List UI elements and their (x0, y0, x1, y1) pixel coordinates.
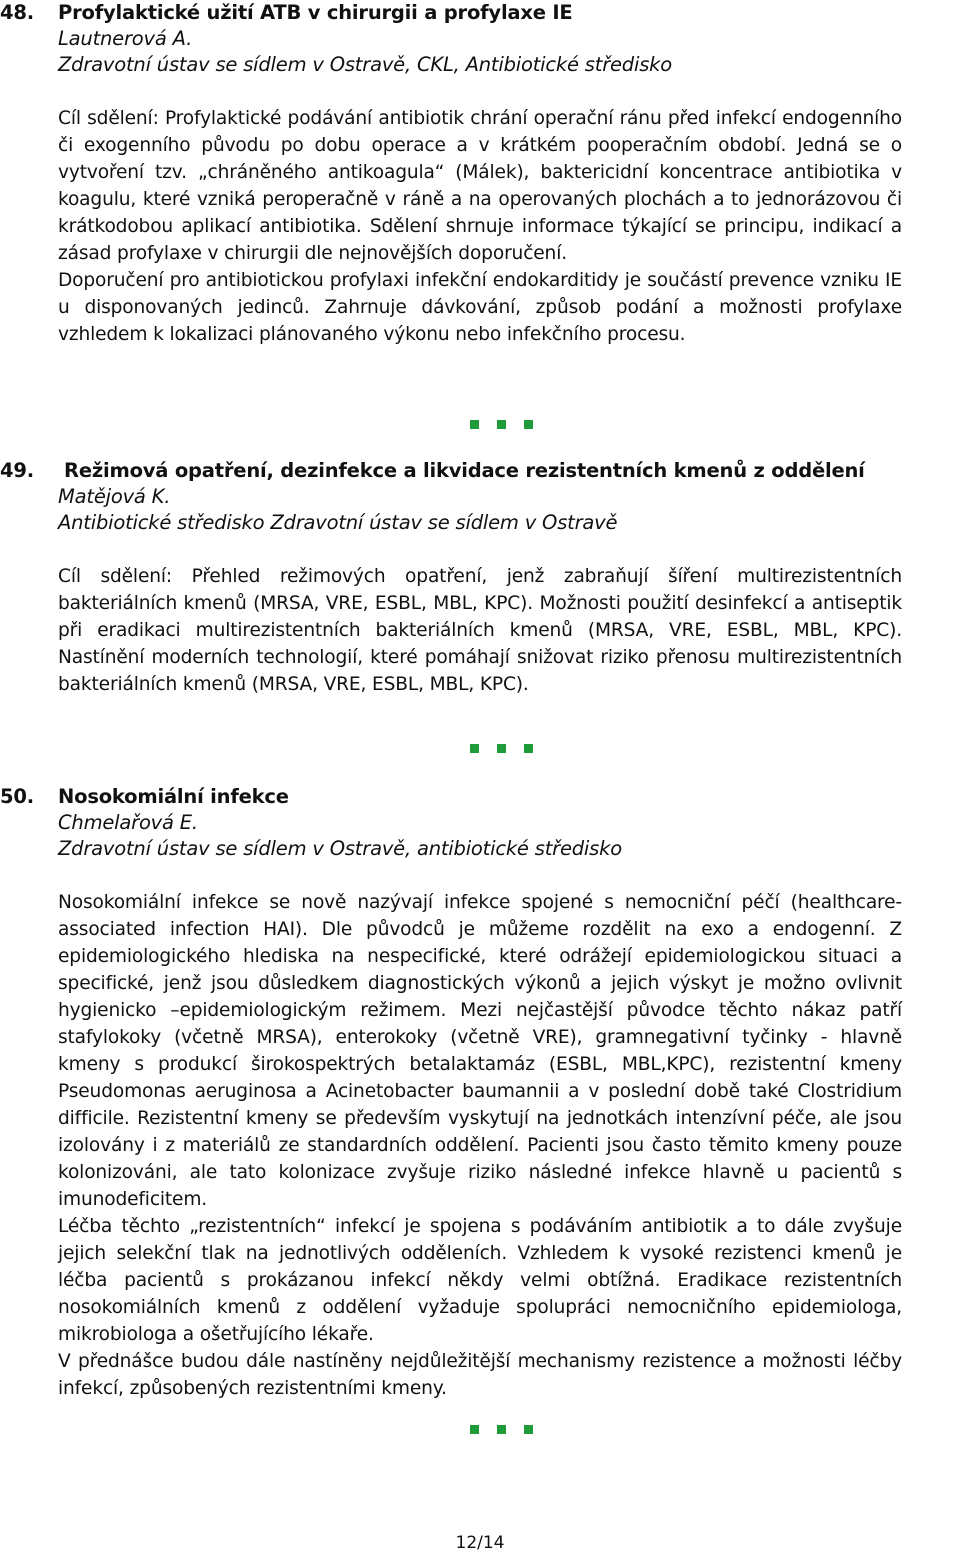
section-separator (470, 1425, 533, 1434)
abstract-paragraph: Léčba těchto „rezistentních“ infekcí je spojena s podáváním antibiotik a to dále zvyšuje jejich selekční tlak na jednotlivých odděleních. Vzhledem k vysoké rezistenci kmenů je léčba pacientů s prokázanou infekcí někdy velmi obtížná. Eradikace rezistentních nosokomiálních kmenů z oddělení vyžaduje spolupráci nemocničního epidemiologa, mikrobiologa a ošetřujícího lékaře. (58, 1216, 902, 1345)
section-separator (470, 420, 533, 429)
separator-square (524, 420, 533, 429)
abstract-title-row (0, 0, 960, 26)
abstract-paragraph: Nosokomiální infekce se nově nazývají infekce spojené s nemocniční péčí (healthcare-associated infection HAI). Dle původců je můžeme rozdělit na exo a endogenní. Z epidemiologického hlediska na nespecifické, které odrážejí epidemiologickou situaci a specifické, jenž jsou důsledkem diagnostických výkonů a jejich výskyt je možno ovlivnit hygienicko –epidemiologickým režimem. Mezi nejčastější původce těchto nákaz patří stafylokoky (včetně MRSA), enterokoky (včetně VRE), gramnegativní tyčinky - hlavně kmeny s produkcí širokospektrých betalaktamáz (ESBL, MBL,KPC), rezistentní kmeny Pseudomonas aeruginosa a Acinetobacter baumannii a v poslední době také Clostridium difficile. Rezistentní kmeny se především vyskytují na jednotkách intenzívní péče, ale jsou izolovány i z materiálů ze standardních oddělení. Pacienti jsou často těmito kmeny pouze kolonizováni, ale tato kolonizace zvyšuje riziko následné infekce hlavně u pacientů s imunodeficitem. (58, 892, 902, 1210)
page-number: 12/14 (455, 1533, 505, 1553)
abstract-title-row (0, 458, 960, 484)
page-footer (0, 1532, 960, 1554)
abstract-institution: Zdravotní ústav se sídlem v Ostravě, antibiotické středisko (58, 837, 622, 860)
abstract-title-row (0, 784, 960, 810)
abstract-paragraph: Doporučení pro antibiotickou profylaxi infekční endokarditidy je součástí prevence vzniku IE u disponovaných jedinců. Zahrnuje dávkování, způsob podání a možnosti profylaxe vzhledem k lokalizaci plánovaného výkonu nebo infekčního procesu. (58, 270, 902, 345)
abstract-number: 49. (0, 459, 34, 482)
separator-square (497, 1425, 506, 1434)
abstract-author: Chmelařová E. (58, 811, 198, 834)
abstract-institution: Zdravotní ústav se sídlem v Ostravě, CKL, Antibiotické středisko (58, 53, 672, 76)
separator-square (470, 1425, 479, 1434)
abstract-48 (0, 0, 960, 348)
separator-square (524, 744, 533, 753)
abstract-author: Matějová K. (58, 485, 171, 508)
separator-square (497, 420, 506, 429)
abstract-number: 50. (0, 785, 34, 808)
abstract-title: Profylaktické užití ATB v chirurgii a profylaxe IE (58, 1, 573, 24)
abstract-paragraph: V přednášce budou dále nastíněny nejdůležitější mechanismy rezistence a možnosti léčby infekcí, způsobených rezistentními kmeny. (58, 1351, 902, 1399)
separator-square (524, 1425, 533, 1434)
section-separator (470, 744, 533, 753)
abstract-institution: Antibiotické středisko Zdravotní ústav se sídlem v Ostravě (58, 511, 618, 534)
abstract-paragraph: Cíl sdělení: Profylaktické podávání antibiotik chrání operační ránu před infekcí endogenního či exogenního původu po dobu operace a v krátkém pooperačním období. Jedná se o vytvoření tzv. „chráněného antikoagula“ (Málek), baktericidní koncentrace antibiotika v koagulu, které vzniká peroperačně v ráně a na operovaných plochách a to jednorázovou či krátkodobou aplikací antibiotika. Sdělení shrnuje informace týkající se principu, indikací a zásad profylaxe v chirurgii dle nejnovějších doporučení. (58, 108, 902, 264)
separator-square (497, 744, 506, 753)
abstract-paragraph: Cíl sdělení: Přehled režimových opatření, jenž zabraňují šíření multirezistentních bakteriálních kmenů (MRSA, VRE, ESBL, MBL, KPC). Možnosti použití desinfekcí a antiseptik při eradikaci multirezistentních bakteriálních kmenů (MRSA, VRE, ESBL, MBL, KPC). Nastínění moderních technologií, které pomáhají snižovat riziko přenosu multirezistentních bakteriálních kmenů (MRSA, VRE, ESBL, MBL, KPC). (58, 566, 902, 695)
abstract-49 (0, 458, 960, 698)
abstract-number: 48. (0, 1, 34, 24)
abstract-author: Lautnerová A. (58, 27, 193, 50)
abstract-title: Nosokomiální infekce (58, 785, 289, 808)
abstract-title: Režimová opatření, dezinfekce a likvidace rezistentních kmenů z oddělení (64, 459, 865, 482)
separator-square (470, 744, 479, 753)
separator-square (470, 420, 479, 429)
abstract-50 (0, 784, 960, 1402)
